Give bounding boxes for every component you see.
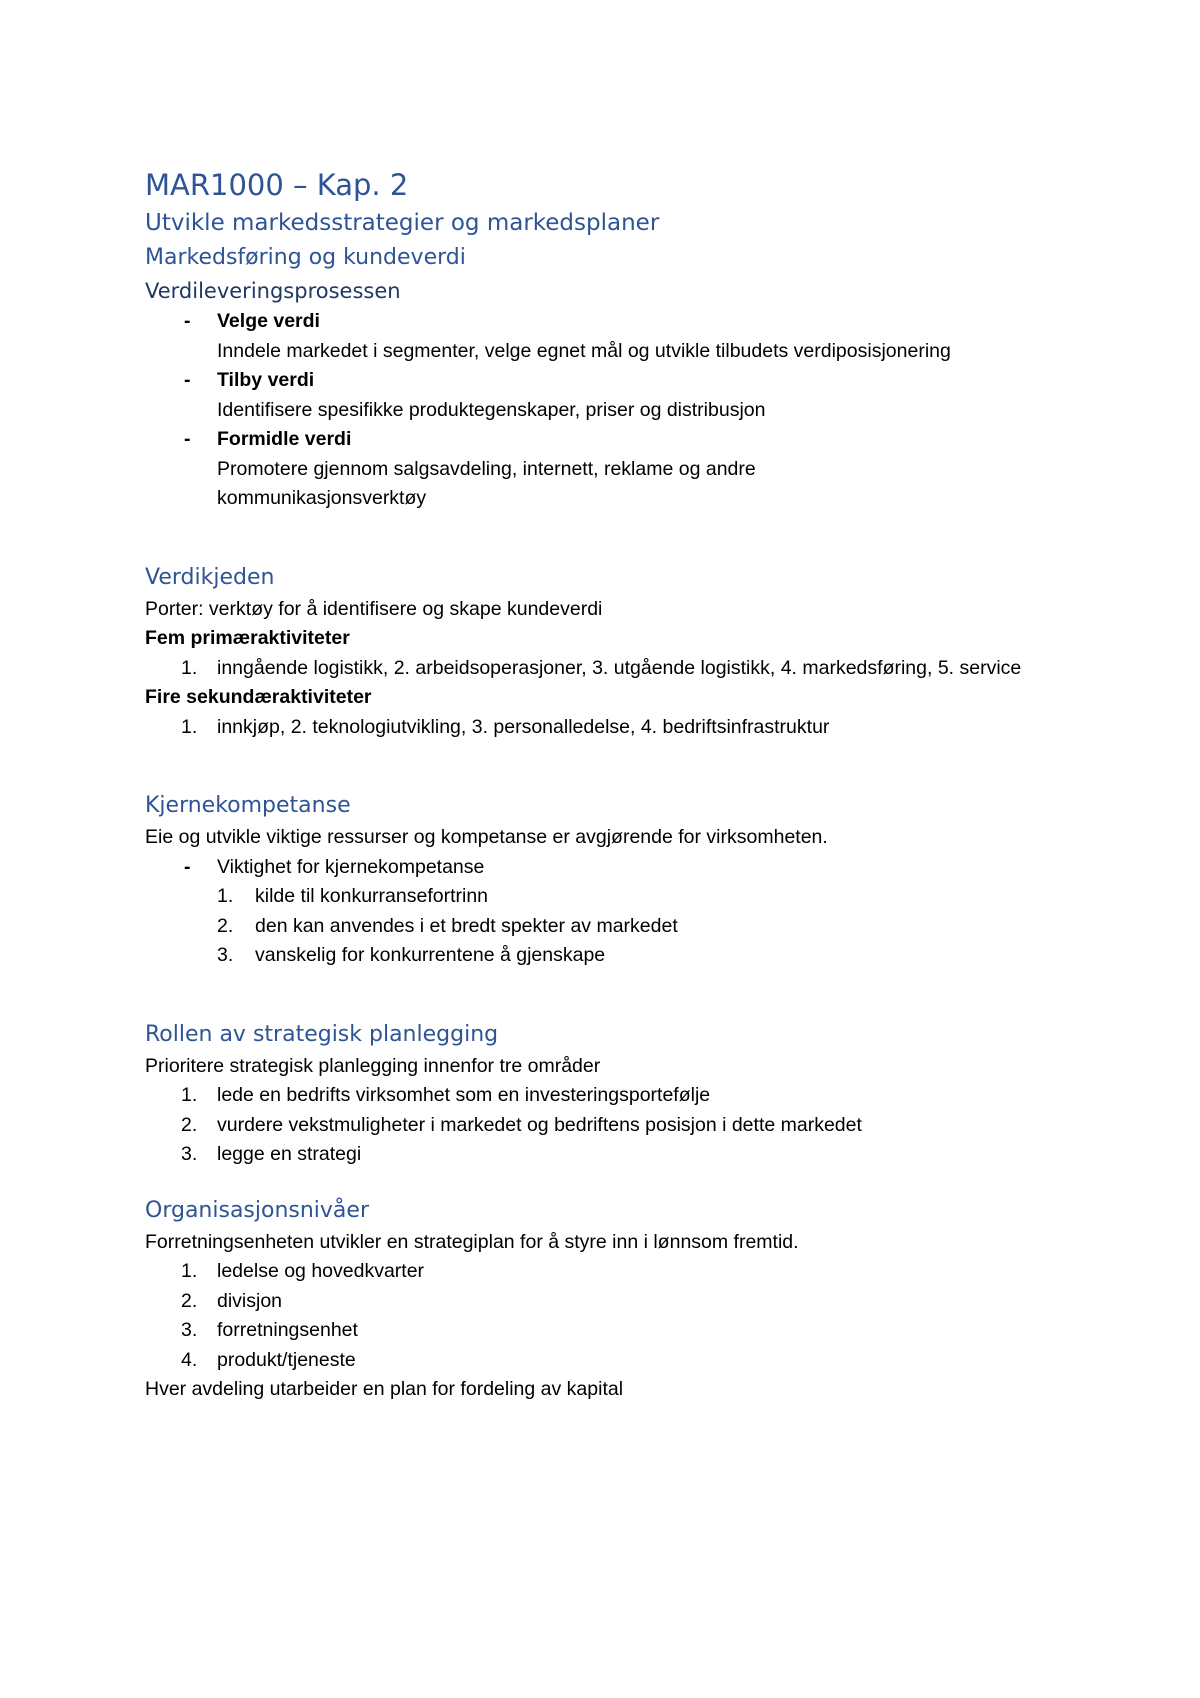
- list-marker: 3.: [181, 1143, 198, 1165]
- list-item: [145, 307, 1075, 366]
- list-item: [145, 654, 1075, 684]
- list-item-text: vurdere vekstmuligheter i markedet og bedriftens posisjon i dette markedet: [217, 1113, 862, 1136]
- list-marker: 1.: [181, 656, 198, 679]
- list-marker: 4.: [181, 1348, 198, 1371]
- kjernekompetanse-intro: Eie og utvikle viktige ressurser og kompetanse er avgjørende for virksomheten.: [145, 826, 828, 848]
- list-marker: 1.: [217, 885, 234, 907]
- list-item-text: Promotere gjennom salgsavdeling, internett, reklame og andre kommunikasjonsverktøy: [217, 457, 756, 509]
- list-marker: 1.: [181, 1260, 198, 1282]
- list-item: [145, 1081, 1075, 1111]
- list-marker: 1.: [181, 715, 198, 738]
- list-item: [145, 1316, 1075, 1346]
- heading-utvikle: Utvikle markedsstrategier og markedsplaner: [145, 210, 660, 236]
- list-item: [145, 425, 1075, 514]
- heading-verdikjeden: Verdikjeden: [145, 564, 275, 590]
- list-item: [145, 941, 1075, 971]
- heading-markedsforing: Markedsføring og kundeverdi: [145, 245, 466, 270]
- list-marker: 1.: [181, 1084, 198, 1106]
- list-item: [145, 853, 1075, 883]
- list-marker: 2.: [181, 1289, 198, 1312]
- org-outro: Hver avdeling utarbeider en plan for fordeling av kapital: [145, 1378, 624, 1400]
- document-page: [145, 165, 1075, 1405]
- list-item-title: Velge verdi: [217, 310, 320, 332]
- list-item-text: legge en strategi: [217, 1143, 362, 1165]
- list-marker: 2.: [181, 1113, 198, 1136]
- list-item-text: innkjøp, 2. teknologiutvikling, 3. personalledelse, 4. bedriftsinfrastruktur: [217, 715, 830, 738]
- list-item: [145, 1346, 1075, 1376]
- list-item: [145, 882, 1075, 912]
- list-item-text: kilde til konkurransefortrinn: [255, 885, 489, 907]
- list-item-text: forretningsenhet: [217, 1319, 358, 1341]
- list-item-text: den kan anvendes i et bredt spekter av markedet: [255, 914, 678, 937]
- secondary-label: Fire sekundæraktiviteter: [145, 686, 372, 708]
- list-item-text: inngående logistikk, 2. arbeidsoperasjoner, 3. utgående logistikk, 4. markedsføring, 5. service: [217, 656, 1022, 679]
- list-marker: 3.: [217, 944, 234, 966]
- rollen-intro: Prioritere strategisk planlegging innenfor tre områder: [145, 1054, 601, 1077]
- list-item-title: Tilby verdi: [217, 369, 315, 391]
- list-item-text: produkt/tjeneste: [217, 1348, 356, 1371]
- heading-verdilevering: Verdileveringsprosessen: [145, 279, 401, 303]
- list-item: [145, 1140, 1075, 1170]
- list-marker: -: [184, 369, 191, 391]
- list-item-text: lede en bedrifts virksomhet som en investeringsportefølje: [217, 1084, 711, 1106]
- list-item: [145, 912, 1075, 942]
- list-item-text: Viktighet for kjernekompetanse: [217, 855, 485, 878]
- heading-kjernekompetanse: Kjernekompetanse: [145, 793, 351, 818]
- org-intro: Forretningsenheten utvikler en strategiplan for å styre inn i lønnsom fremtid.: [145, 1230, 799, 1253]
- list-item: [145, 1257, 1075, 1287]
- list-item-title: Formidle verdi: [217, 428, 352, 450]
- list-marker: -: [184, 310, 191, 332]
- list-item-text: Inndele markedet i segmenter, velge egnet mål og utvikle tilbudets verdiposisjonering: [217, 339, 951, 362]
- heading-organisasjonsnivaer: Organisasjonsnivåer: [145, 1197, 369, 1223]
- verdikjeden-intro: Porter: verktøy for å identifisere og skape kundeverdi: [145, 597, 603, 620]
- list-marker: 3.: [181, 1319, 198, 1341]
- list-marker: -: [184, 855, 191, 878]
- document-title: MAR1000 – Kap. 2: [145, 168, 409, 202]
- list-item: [145, 713, 1075, 743]
- list-item-text: Identifisere spesifikke produktegenskaper, priser og distribusjon: [217, 398, 766, 421]
- heading-rollen: Rollen av strategisk planlegging: [145, 1021, 499, 1047]
- list-item-text: divisjon: [217, 1289, 283, 1312]
- list-item: [145, 1111, 1075, 1141]
- list-item: [145, 1287, 1075, 1317]
- list-marker: -: [184, 428, 191, 450]
- primary-label: Fem primæraktiviteter: [145, 627, 350, 649]
- list-marker: 2.: [217, 914, 234, 937]
- list-item: [145, 366, 1075, 425]
- list-item-text: ledelse og hovedkvarter: [217, 1260, 425, 1282]
- list-item-text: vanskelig for konkurrentene å gjenskape: [255, 944, 606, 966]
